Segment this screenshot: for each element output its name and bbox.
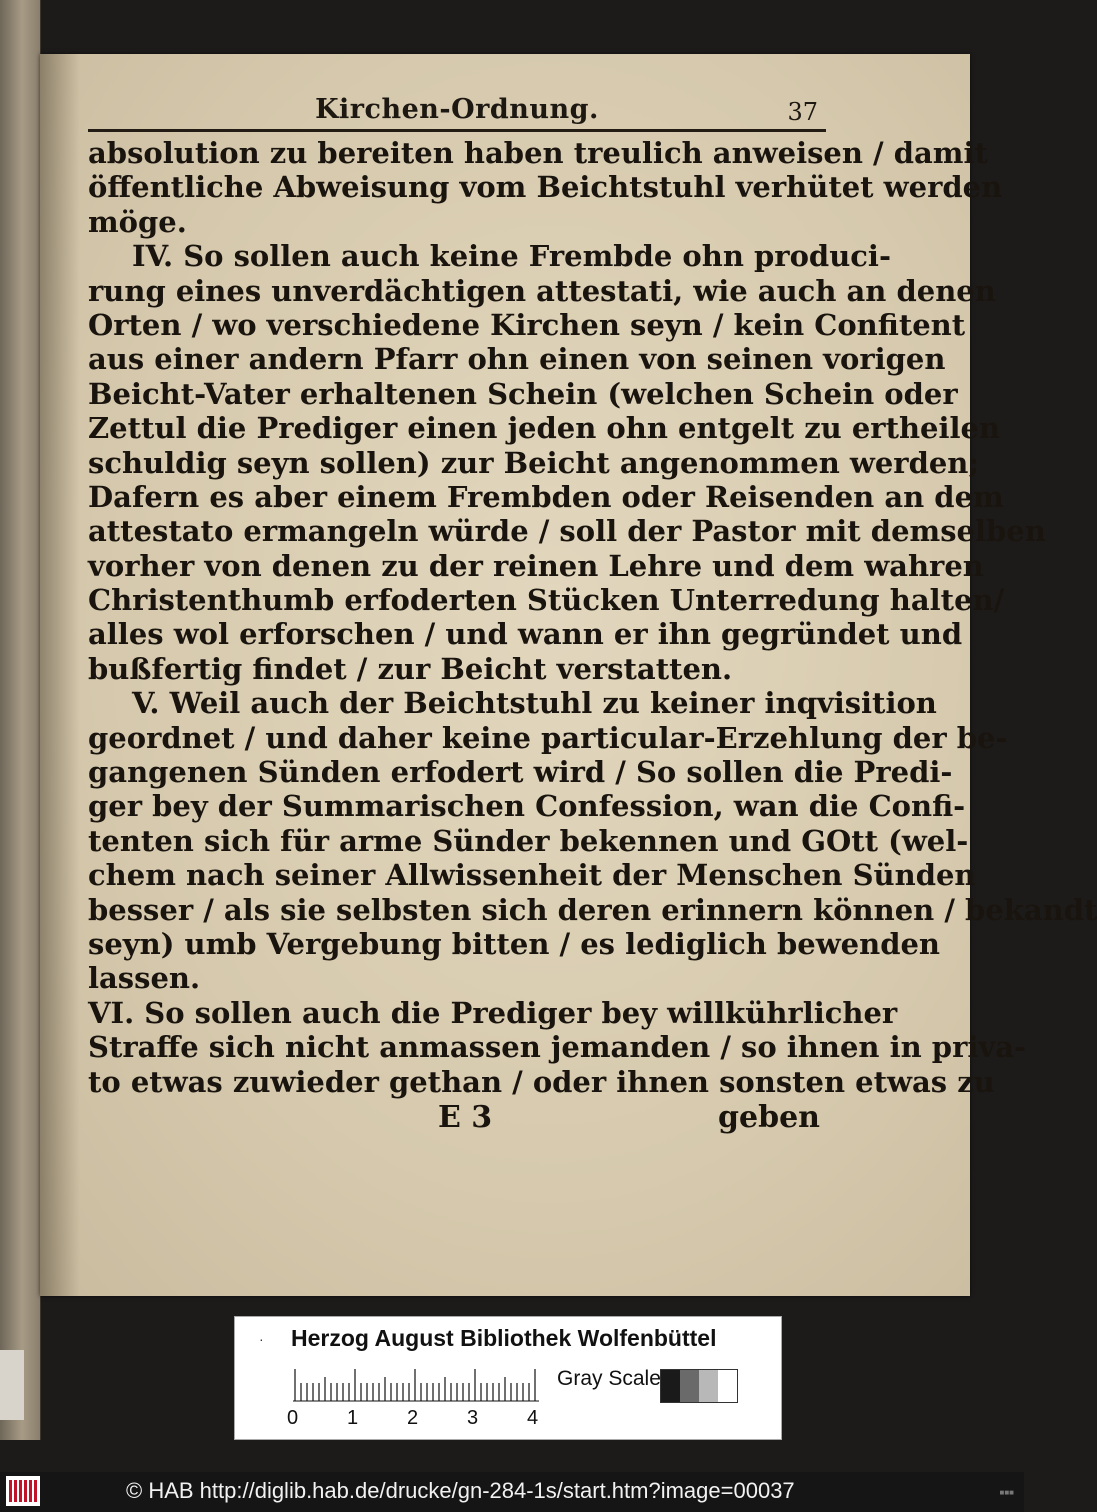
page-number: 37	[787, 98, 818, 126]
copyright-url: © HAB http://diglib.hab.de/drucke/gn-284-1s/start.htm?image=00037	[126, 1478, 795, 1503]
adjacent-page-edge	[0, 0, 41, 1440]
text-line: attestato ermangeln würde / soll der Pastor mit demselben	[88, 514, 1046, 549]
text-line: Dafern es aber einem Frembden oder Reisenden an dem	[88, 479, 1004, 514]
text-line: möge.	[88, 204, 187, 239]
page-body-text	[88, 136, 1097, 1099]
text-line: öffentliche Abweisung vom Beichtstuhl verhütet werden	[88, 170, 1003, 205]
library-name: Herzog August Bibliothek Wolfenbüttel	[291, 1325, 717, 1351]
adjacent-label-strip	[0, 1350, 24, 1420]
text-line: Christenthumb erfoderten Stücken Unterredung halten/	[88, 583, 1005, 618]
text-line: Beicht-Vater erhaltenen Schein (welchen Schein oder	[88, 376, 958, 411]
text-line: tenten sich für arme Sünder bekennen und GOtt (wel-	[88, 823, 969, 858]
text-line: besser / als sie selbsten sich deren erinnern können / bekandt	[88, 892, 1097, 927]
text-line: V. Weil auch der Beichtstuhl zu keiner inqvisition	[132, 686, 937, 721]
gray-swatch	[680, 1370, 699, 1402]
text-line: chem nach seiner Allwissenheit der Menschen Sünden	[88, 858, 976, 893]
text-line: to etwas zuwieder gethan / oder ihnen sonsten etwas zu	[88, 1064, 995, 1099]
header-rule	[88, 129, 826, 132]
text-line: absolution zu bereiten haben treulich anweisen / damit	[88, 136, 988, 170]
gray-swatch	[661, 1370, 680, 1402]
ruler-digit: 3	[467, 1407, 479, 1429]
text-line: ger bey der Summarischen Confession, wan die Confi-	[88, 789, 966, 824]
text-line: Straffe sich nicht anmassen jemanden / so ihnen in priva-	[88, 1030, 1027, 1065]
ruler-scale	[293, 1369, 543, 1409]
text-line: Zettul die Prediger einen jeden ohn entgelt zu ertheilen	[88, 411, 1001, 446]
card-dot-icon: ·	[259, 1331, 264, 1347]
gray-scale-label: Gray Scale	[557, 1367, 661, 1390]
signature-mark: E 3	[438, 1100, 493, 1135]
catchword: geben	[718, 1100, 820, 1135]
gray-scale-swatches	[660, 1369, 738, 1403]
text-line: geordnet / und daher keine particular-Erzehlung der be-	[88, 720, 1008, 755]
text-line: IV. So sollen auch keine Frembde ohn produci-	[132, 239, 891, 274]
ruler-digit: 2	[407, 1407, 419, 1429]
ruler-digit: 0	[287, 1407, 299, 1429]
text-line: aus einer andern Pfarr ohn einen von seinen vorigen	[88, 342, 946, 377]
bar-dots-icon: ■■■	[999, 1488, 1014, 1497]
copyright-bar	[0, 1472, 1024, 1512]
gray-swatch	[718, 1370, 737, 1402]
text-line: lassen.	[88, 961, 201, 996]
text-line: schuldig seyn sollen) zur Beicht angenommen werden;	[88, 445, 980, 480]
text-line: rung eines unverdächtigen attestati, wie auch an denen	[88, 273, 996, 308]
running-head: Kirchen-Ordnung.	[315, 94, 599, 125]
ruler-digits	[287, 1407, 547, 1431]
text-line: alles wol erforschen / und wann er ihn gegründet und	[88, 617, 963, 652]
text-line: bußfertig findet / zur Beicht verstatten.	[88, 651, 733, 686]
color-scale-card	[234, 1316, 782, 1440]
ruler-digit: 4	[527, 1407, 539, 1429]
page-gutter-shadow	[40, 54, 80, 1296]
text-line: vorher von denen zu der reinen Lehre und dem wahren	[88, 548, 984, 583]
gray-swatch	[699, 1370, 718, 1402]
text-line: Orten / wo verschiedene Kirchen seyn / kein Confitent	[88, 307, 966, 342]
text-line: gangenen Sünden erfodert wird / So sollen die Predi-	[88, 755, 953, 790]
hab-logo-icon	[6, 1476, 40, 1506]
text-line: VI. So sollen auch die Prediger bey willkührlicher	[88, 995, 898, 1030]
text-line: seyn) umb Vergebung bitten / es lediglich bewenden	[88, 926, 941, 961]
page-footer	[88, 1100, 826, 1140]
page-header	[88, 94, 826, 134]
ruler-digit: 1	[347, 1407, 359, 1429]
